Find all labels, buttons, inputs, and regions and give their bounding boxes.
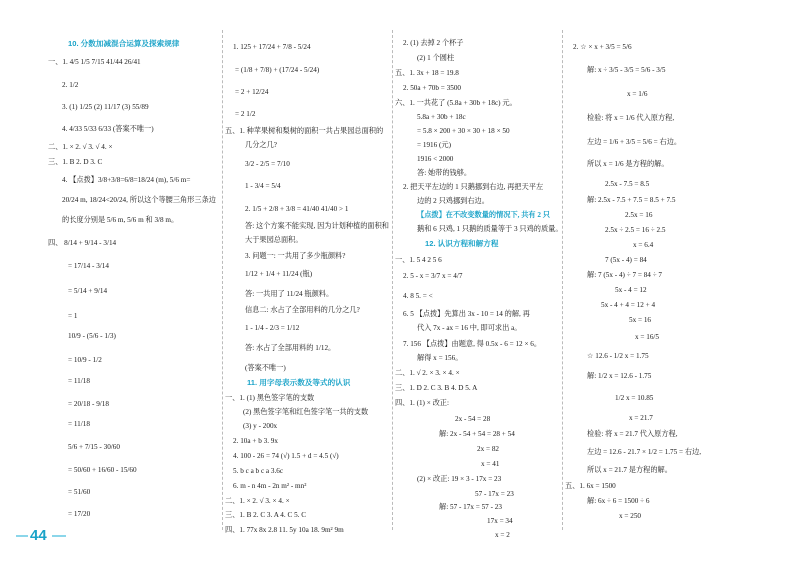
answer-line: 三、1. B 2. C 3. A 4. C 5. C: [225, 511, 307, 519]
answer-line: 检验: 将 x = 21.7 代入原方程,: [587, 430, 678, 438]
answer-line: = 17/20: [68, 510, 91, 518]
answer-line: 5/6 + 7/15 - 30/60: [68, 443, 120, 451]
answer-line: 1/2 x = 10.85: [615, 394, 654, 402]
answer-line: x = 2: [495, 531, 510, 539]
answer-line: (2) × 改正: 19 × 3 - 17x = 23: [417, 475, 502, 483]
answer-line: = 20/18 - 9/18: [68, 400, 109, 408]
column-divider: [222, 30, 224, 530]
answer-line: 五、1. 种苹果树和梨树的面积一共占果园总面积的: [225, 127, 384, 135]
answer-line: x = 6.4: [633, 241, 654, 249]
answer-line: 的长度分别是 5/6 m, 5/6 m 和 3/8 m。: [62, 216, 179, 224]
answer-line: (3) y - 200x: [243, 422, 278, 430]
answer-line: 7 (5x - 4) = 84: [605, 256, 647, 264]
answer-line: 几分之几?: [245, 141, 277, 149]
answer-line: = 5.8 × 200 + 30 × 30 + 18 × 50: [417, 127, 510, 135]
answer-line: 答: 这个方案不能实现, 因为计划种植的面积和: [245, 222, 389, 230]
answer-line: x = 1/6: [627, 90, 648, 98]
answer-line: 所以 x = 21.7 是方程的解。: [587, 466, 672, 474]
answer-line: 四、 8/14 + 9/14 - 3/14: [48, 239, 117, 247]
answer-line: 二、1. × 2. √ 3. √ 4. ×: [48, 143, 113, 151]
answer-line: 1 - 1/4 - 2/3 = 1/12: [245, 324, 300, 332]
answer-line: 六、1. 一共花了 (5.8a + 30b + 18c) 元。: [395, 99, 517, 107]
answer-line: 3. 问题一: 一共用了多少瓶颜料?: [245, 252, 346, 260]
answer-line: 检验: 将 x = 1/6 代入原方程,: [587, 114, 675, 122]
answer-line: 4. 8 5. = <: [403, 292, 433, 300]
column-4: [565, 0, 765, 569]
answer-line: 答: 一共用了 11/24 瓶颜料。: [245, 290, 334, 298]
page-number: 44: [30, 527, 47, 544]
column-divider: [562, 30, 564, 530]
section-heading: 10. 分数加减混合运算及探索规律: [68, 39, 180, 48]
answer-line: x = 41: [481, 460, 500, 468]
answer-line: = 2 1/2: [235, 110, 256, 118]
answer-line: (2) 黑色签字笔和红色签字笔一共的支数: [243, 408, 369, 416]
answer-line: 2. ☆ × x + 3/5 = 5/6: [573, 43, 632, 51]
answer-line: 左边 = 1/6 + 3/5 = 5/6 = 右边。: [587, 138, 682, 146]
answer-line: 2. 1/2: [62, 81, 79, 89]
answer-line: 5x = 16: [629, 316, 652, 324]
answer-line: 答: 水占了全部用料的 1/12。: [245, 344, 336, 352]
answer-line: 信息二: 水占了全部用料的几分之几?: [245, 306, 360, 314]
answer-line: 5x - 4 + 4 = 12 + 4: [601, 301, 656, 309]
answer-line: 1 - 3/4 = 5/4: [245, 182, 281, 190]
answer-line: 一、1. (1) 黑色签字笔的支数: [225, 394, 315, 402]
section-heading: 11. 用字母表示数及等式的认识: [247, 378, 351, 387]
answer-line: = 1916 (元): [417, 141, 451, 149]
answer-line: 6. m - n 4m - 2n m² - mn²: [233, 482, 307, 490]
answer-line: x = 16/5: [635, 333, 660, 341]
answer-line: 3. (1) 1/25 (2) 11/17 (3) 55/89: [62, 103, 149, 111]
answer-line: 2. 50a + 70b = 3500: [403, 84, 462, 92]
answer-line: 2. 把天平左边的 1 只鹅挪到右边, 再把天平左: [403, 183, 544, 191]
answer-line: x = 250: [619, 512, 642, 520]
answer-line: 1. 125 + 17/24 + 7/8 - 5/24: [233, 43, 311, 51]
answer-line: 大于果园总面积。: [245, 236, 303, 244]
answer-line: 代入 7x - ax = 16 中, 即可求出 a。: [417, 324, 522, 332]
answer-line: 2. 10a + b 3. 9x: [233, 437, 278, 445]
answer-line: 57 - 17x = 23: [475, 490, 514, 498]
answer-line: 7. 156 【点拨】由题意, 得 0.5x - 6 = 12 × 6。: [403, 340, 542, 348]
answer-line: 解: 6x ÷ 6 = 1500 ÷ 6: [587, 497, 650, 505]
column-divider: [392, 30, 394, 530]
answer-line: 三、1. B 2. D 3. C: [48, 158, 103, 166]
answer-line: 解: 7 (5x - 4) ÷ 7 = 84 ÷ 7: [587, 271, 663, 279]
answer-line: 2. 1/5 + 2/8 + 3/8 = 41/40 41/40 > 1: [245, 205, 349, 213]
tip-note: 【点拨】在不改变数量的情况下, 共有 2 只: [417, 211, 550, 219]
column-2: [225, 0, 390, 569]
answer-line: 10/9 - (5/6 - 1/3): [68, 332, 116, 340]
answer-line: x = 21.7: [629, 414, 653, 422]
answer-line: (2) 1 个圆柱: [417, 54, 455, 62]
answer-line: 4. 【点拨】3/8+3/8=6/8=18/24 (m), 5/6 m=: [62, 176, 191, 184]
answer-line: 一、1. 5 4 2 5 6: [395, 256, 442, 264]
answer-line: 解得 x = 156。: [417, 354, 463, 362]
answer-line: = 5/14 + 9/14: [68, 287, 108, 295]
answer-line: 2x = 82: [477, 445, 500, 453]
answer-line: 解: 2.5x - 7.5 + 7.5 = 8.5 + 7.5: [587, 196, 676, 204]
answer-line: 解: 2x - 54 + 54 = 28 + 54: [439, 430, 515, 438]
answer-line: 6. 5 【点拨】先算出 3x - 10 = 14 的解, 再: [403, 310, 530, 318]
answer-line: 鹅和 6 只鸡, 1 只鹅的质量等于 3 只鸡的质量。: [417, 225, 563, 233]
answer-line: 4. 4/33 5/33 6/33 (答案不唯一): [62, 125, 154, 133]
answer-line: 解: 57 - 17x = 57 - 23: [439, 503, 502, 511]
answer-line: 答: 她带的钱够。: [417, 169, 472, 177]
answer-line: = 51/60: [68, 488, 91, 496]
answer-line: 五、1. 6x = 1500: [565, 482, 616, 490]
answer-line: 二、1. √ 2. × 3. × 4. ×: [395, 369, 460, 377]
answer-line: 2x - 54 = 28: [455, 415, 491, 423]
answer-line: 解: 1/2 x = 12.6 - 1.75: [587, 372, 652, 380]
answer-line: = 10/9 - 1/2: [68, 356, 102, 364]
answer-line: 边的 2 只鸡挪到右边。: [417, 197, 489, 205]
answer-line: 5x - 4 = 12: [615, 286, 647, 294]
answer-line: 1916 < 2000: [417, 155, 454, 163]
answer-line: 四、1. 77x 8x 2.8 11. 5y 10a 18. 9m² 9m: [225, 526, 344, 534]
answer-line: 所以 x = 1/6 是方程的解。: [587, 160, 669, 168]
answer-line: 解: x ÷ 3/5 - 3/5 = 5/6 - 3/5: [587, 66, 666, 74]
answer-line: 二、1. × 2. √ 3. × 4. ×: [225, 497, 290, 505]
column-3: [395, 0, 563, 569]
answer-line: 四、1. (1) × 改正:: [395, 399, 449, 407]
answer-line: = 17/14 - 3/14: [68, 262, 109, 270]
answer-line: 2. 5 - x = 3/7 x = 4/7: [403, 272, 463, 280]
page-number-dash-right: [52, 535, 66, 537]
answer-line: = (1/8 + 7/8) + (17/24 - 5/24): [235, 66, 320, 74]
answer-line: (答案不唯一): [245, 364, 286, 372]
answer-line: = 11/18: [68, 420, 90, 428]
answer-line: = 2 + 12/24: [235, 88, 269, 96]
answer-line: 3/2 - 2/5 = 7/10: [245, 160, 290, 168]
page-number-dash-left: [16, 535, 28, 537]
answer-line: = 1: [68, 312, 78, 320]
answer-line: 20/24 m, 18/24<20/24, 所以这个等腰三角形三条边: [62, 196, 216, 204]
answer-line: 左边 = 12.6 - 21.7 × 1/2 = 1.75 = 右边,: [587, 448, 702, 456]
answer-line: 17x = 34: [487, 517, 513, 525]
answer-line: 1/12 + 1/4 + 11/24 (瓶): [245, 270, 313, 278]
answer-line: = 50/60 + 16/60 - 15/60: [68, 466, 137, 474]
answer-line: 一、1. 4/5 1/5 7/15 41/44 26/41: [48, 58, 141, 66]
answer-line: = 11/18: [68, 377, 90, 385]
answer-line: 2. (1) 去掉 2 个杯子: [403, 39, 464, 47]
answer-line: 5.8a + 30b + 18c: [417, 113, 466, 121]
section-heading: 12. 认识方程和解方程: [425, 239, 499, 248]
answer-line: 2.5x - 7.5 = 8.5: [605, 180, 650, 188]
answer-line: 2.5x = 16: [625, 211, 653, 219]
column-1: [40, 0, 215, 569]
answer-line: ☆ 12.6 - 1/2 x = 1.75: [587, 352, 649, 360]
answer-line: 五、1. 3x + 18 = 19.8: [395, 69, 459, 77]
answer-line: 5. b c a b c a 3.6c: [233, 467, 284, 475]
answer-line: 三、1. D 2. C 3. B 4. D 5. A: [395, 384, 478, 392]
answer-line: 2.5x ÷ 2.5 = 16 ÷ 2.5: [605, 226, 666, 234]
answer-line: 4. 100 - 26 = 74 (√) 1.5 + d = 4.5 (√): [233, 452, 339, 460]
